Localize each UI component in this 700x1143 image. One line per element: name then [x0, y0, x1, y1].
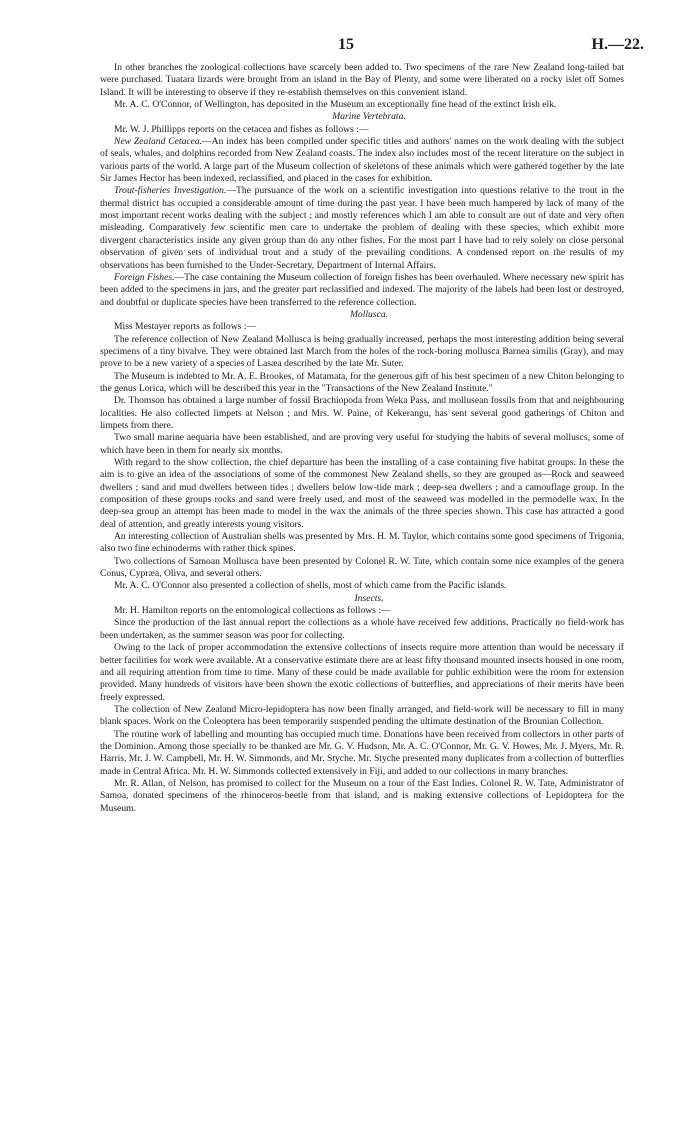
paragraph: Mr. H. Hamilton reports on the entomological collections as follows :—	[114, 605, 391, 617]
paragraph: An interesting collection of Australian shells was presented by Mrs. H. M. Taylor, which contains some good specimens of Trigonia, also two fine echinoderms with rather thick spines.	[100, 531, 624, 555]
paragraph-text: —The case containing the Museum collection of foreign fishes has been overhauled. Where necessary new spirit has been added to the specimens in jars, and the greater part reclassified and indexed. The majority of the labels had been lost or destroyed, and doubtful or duplicate species have been transferred to the reference collection.	[100, 271, 624, 308]
paragraph	[100, 136, 624, 185]
page-number: 15	[338, 36, 354, 53]
page-body	[100, 62, 624, 815]
paragraph: Mr. A. C. O'Connor, of Wellington, has deposited in the Museum an exceptionally fine head of the extinct Irish elk.	[114, 99, 557, 111]
paragraph: Owing to the lack of proper accommodation the extensive collections of insects require more attention than would be necessary if better facilities for work were available. At a conservative estimate there are at least fifty thousand mounted insects housed in one room, and all requiring attention from time to time. Many of these could be made available for public exhibition were the room for extension provided. Many hundreds of visitors have been shown the exotic collections of butterflies, and appreciations of their merits have been freely expressed.	[100, 642, 624, 703]
paragraph	[100, 272, 624, 309]
paragraph: Mr. A. C. O'Connor also presented a collection of shells, most of which came from the Pacific islands.	[114, 580, 507, 592]
paragraph-text: —An index has been compiled under specific titles and authors' names on the work dealing with the subject of seals, whales, and dolphins recorded from New Zealand coasts. The index also includes most of the recent literature on the subject in various parts of the world. A large part of the Museum collection of skeletons of these animals which were gathered together by the late Sir James Hector has been indexed, reclassified, and placed in the cases for exhibition.	[100, 136, 624, 185]
paragraph: The Museum is indebted to Mr. A. E. Brookes, of Matamata, for the generous gift of his best specimen of a new Chiton belonging to the genus Lorica, which will be described this year in the "Transactions of the New Zealand Institute."	[100, 370, 624, 394]
paragraph-lead: New Zealand Cetacea.	[114, 136, 203, 148]
paragraph: Mr. W. J. Phillipps reports on the cetacea and fishes as follows :—	[114, 123, 369, 135]
paragraph-lead: Foreign Fishes.	[114, 271, 175, 283]
section-heading-insects: Insects.	[354, 592, 384, 604]
paragraph: In other branches the zoological collections have scarcely been added to. Two specimens of the rare New Zealand long-tailed bat were purchased. Tuatara lizards were brought from an island in the Bay of Plenty, and some were liberated on a rocky islet off Somes Island. It will be interesting to observe if they re-establish themselves on this convenient island.	[100, 62, 624, 98]
section-heading-mollusca: Mollusca.	[349, 308, 389, 320]
paragraph: Since the production of the last annual report the collections as a whole have received few additions. Practically no field-work has been undertaken, as the summer season was poor for collecting.	[100, 617, 624, 641]
paragraph: Mr. R. Allan, of Nelson, has promised to collect for the Museum on a tour of the East Indies. Colonel R. W. Tate, Administrator of Samoa, donated specimens of the rhinoceros-beetle from that island, and is making extensive collections of Lepidoptera for the Museum.	[100, 777, 624, 814]
paragraph: The reference collection of New Zealand Mollusca is being gradually increased, perhaps the most interesting addition being several specimens of a tiny bivalve. They were obtained last March from the holes of the rock-boring mollusca Barnea similis (Gray), and may prove to be a new variety of a species of Lasæa described by the late Mr. Suter.	[100, 333, 624, 370]
section-heading-marine-vertebrata: Marine Vertebrata.	[332, 111, 406, 123]
paragraph: The routine work of labelling and mounting has occupied much time. Donations have been received from collectors in other parts of the Dominion. Among those specially to be thanked are Mr. G. V. Hudson, Mr. A. C. O'Connor, Mr. G. V. Howes, Mr. J. Myers, Mr. R. Harris, Mr. J. W. Campbell, Mr. H. W. Simmonds, and Mr. Styche. Mr. Styche presented many duplicates from a collection of butterflies made in Central Africa. Mr. H. W. Simmonds collected extensively in Fiji, and added to our collections in many branches.	[100, 728, 624, 777]
paragraph: With regard to the show collection, the chief departure has been the installing of a case containing five habitat groups. In these the aim is to give an idea of the associations of some of the commonest New Zealand shells, so they are grouped as—Rock and seaweed dwellers ; sand and mud dwellers between tides ; dwellers below low-tide mark ; deep-sea dwellers ; and a camouflage group. In the composition of these groups rocks and sand were freely used, and most of the seaweed was modelled in the permodelle wax. In the deep-sea group an attempt has been made to model in the wax the animals of the three species shown. This case has attracted a good deal of attention, and greatly interests young visitors.	[100, 457, 624, 530]
paragraph: Two small marine aequaria have been established, and are proving very useful for studying the habits of several molluscs, some of which have been in them for nearly six months.	[100, 432, 624, 456]
paragraph-text: —The pursuance of the work on a scientific investigation into questions relative to the trout in the thermal district has occupied a considerable amount of time during the past year. I have been much hampered by lack of many of the most important recent works dealing with the subject ; and mostly references which I am able to consult are out of date and very often misleading. Comparatively few scientific men care to undertake the problem of dealing with these species, which exhibit more divergent characteristics inside any given group than do any other fishes. For the most part I have had to rely solely on close personal observation of given sets of individual trout and a study of the prevailing conditions. A condensed report on the results of my observations has been furnished to the Under-Secretary, Department of Internal Affairs.	[100, 185, 624, 271]
paragraph: Dr. Thomson has obtained a large number of fossil Brachiopoda from Weka Pass, and mollusean fossils from that and neighbouring localities. He also collected limpets at Nelson ; and Mrs. W. Paine, of Kekerangu, has sent several good gatherings of Chiton and limpets from there.	[100, 395, 624, 431]
document-reference: H.—22.	[591, 36, 644, 53]
paragraph: Miss Mestayer reports as follows :—	[114, 321, 257, 333]
paragraph	[100, 185, 624, 271]
paragraph-lead: Trout-fisheries Investigation.	[114, 185, 227, 197]
paragraph: The collection of New Zealand Micro-lepidoptera has now been finally arranged, and field-work will be necessary to fill in many blank spaces. Work on the Coleoptera has been temporarily suspended pending the ultimate destination of the Brounian Collection.	[100, 703, 624, 728]
paragraph: Two collections of Samoan Mollusca have been presented by Colonel R. W. Tate, which contain some nice examples of the genera Conus, Cypræa, Oliva, and several others.	[100, 555, 624, 580]
